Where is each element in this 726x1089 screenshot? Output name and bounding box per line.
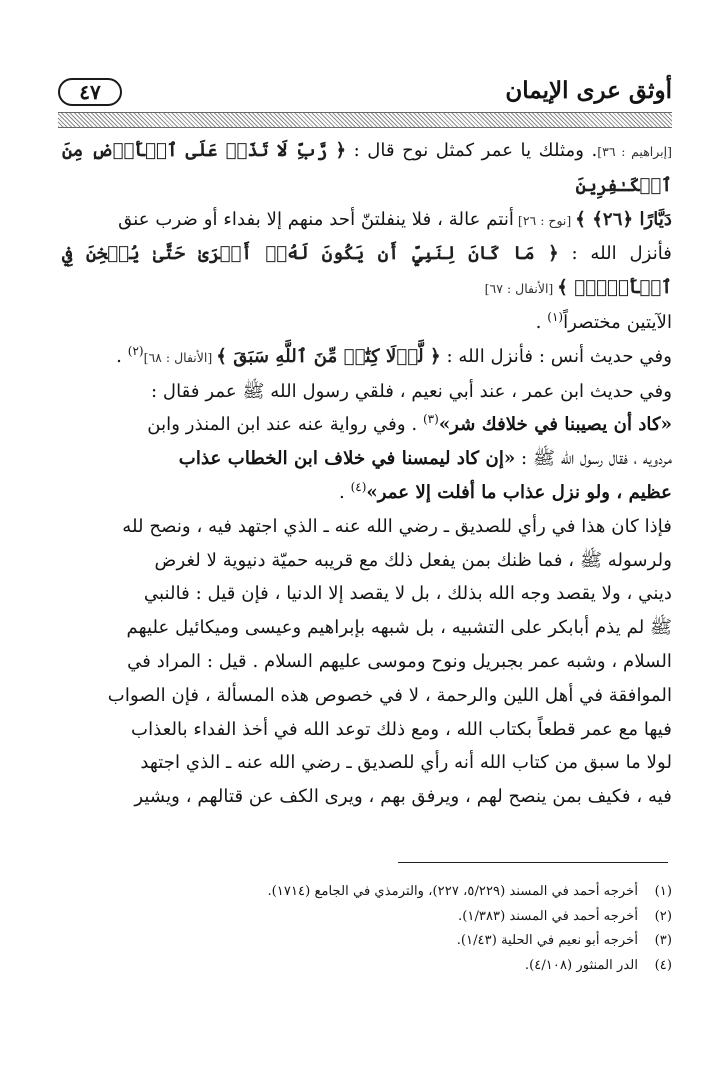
footnote-marker: (١) [547, 309, 564, 324]
footnote-number: (١) [654, 884, 672, 899]
text-run: . [116, 345, 128, 367]
footnote [180, 929, 672, 954]
verse-reference: [الأنفال : ٦٧] [484, 281, 558, 297]
text-run: فيه ، فكيف بمن ينصح لهم ، ويرفق بهم ، ويرى الكف عن قتالهم ، ويشير [134, 786, 672, 808]
hadith-quote: عظيم ، ولو نزل عذاب ما أفلت إلا عمر» [366, 481, 672, 503]
hadith-quote: «إن كاد ليمسنا في خلاف ابن الخطاب عذاب [178, 448, 516, 470]
text-run: وفي حديث ابن عمر ، عند أبي نعيم ، فلقي رسول الله ﷺ عمر فقال : [151, 380, 672, 402]
main-text [62, 134, 672, 814]
text-run: أنتم عالة ، فلا ينفلتنّ أحد منهم إلا بفداء أو ضرب عنق [118, 208, 514, 230]
footnote [180, 880, 672, 905]
verse-reference: [نوح : ٢٦] [513, 212, 576, 228]
text-line [62, 203, 672, 238]
footnote-marker: (٣) [422, 412, 439, 427]
text-run: فأنزل الله : [558, 243, 672, 265]
text-run: مردويه ، فقال رسول الله ﷺ : [515, 448, 672, 470]
text-run: فإذا كان هذا في رأي للصديق ـ رضي الله عنه ـ الذي اجتهد فيه ، ونصح لله [122, 515, 672, 537]
text-run: الآيتين مختصراً [563, 311, 672, 333]
text-line [62, 237, 672, 306]
text-line [62, 746, 672, 780]
quran-verse: ﴿ لَّوۡلَا كِتَٰبٞ مِّنَ ٱللَّهِ سَبَقَ ﴾ [216, 345, 441, 367]
text-run: . [338, 481, 351, 503]
text-line [62, 780, 672, 814]
verse-reference: [الأنفال : ٦٨] [143, 349, 217, 365]
text-run: . ومثلك يا عمر كمثل نوح قال : [346, 140, 598, 161]
text-run: ﷺ لم يذم أبابكر على التشبيه ، بل شبهه بإبراهيم وعيسى وميكائيل عليهم [126, 617, 672, 639]
text-run: ولرسوله ﷺ ، فما ظنك بمن يفعل ذلك مع قريبه حميّة دنيوية لا لغرض [154, 549, 672, 571]
page-number: ٤٧ [58, 78, 122, 106]
footnotes [180, 880, 672, 978]
footnote-number: (٣) [654, 933, 672, 949]
running-title: أوثق عرى الإيمان [505, 77, 672, 104]
text-run: الموافقة في أهل اللين والرحمة ، لا في خصوص هذه المسألة ، فإن الصواب [107, 684, 672, 706]
quran-verse: ﴿ رَّبِّ لَا تَذَرۡ عَلَى ٱلۡأَرۡضِ مِنَ ٱلۡكَـٰفِرِينَ [62, 140, 672, 196]
text-run: . وفي رواية عنه عند ابن المنذر وابن [147, 414, 423, 436]
text-line [62, 134, 672, 203]
hadith-quote: «كاد أن يصيبنا في خلافك شر» [438, 414, 672, 436]
footnote-number: (٤) [654, 957, 672, 973]
text-line [62, 442, 672, 476]
text-line [62, 340, 672, 375]
text-line [62, 645, 672, 679]
text-line [62, 577, 672, 611]
text-line [62, 713, 672, 747]
text-line [62, 679, 672, 713]
footnote [180, 905, 672, 930]
footnote-text: أخرجه أبو نعيم في الحلية (١/٤٣). [456, 933, 638, 949]
verse-reference: [إبراهيم : ٣٦] [597, 144, 672, 159]
page-header [58, 74, 672, 110]
text-run: . [535, 311, 548, 333]
footnote-marker: (٢) [127, 343, 144, 358]
text-line [62, 510, 672, 544]
footnote [180, 954, 672, 979]
text-line [62, 544, 672, 578]
footnote-text: الدر المنثور (٤/١٠٨). [524, 957, 638, 973]
text-line [62, 408, 672, 442]
footnote-separator [398, 862, 668, 863]
text-run: ديني ، ولا يقصد وجه الله بذلك ، بل لا يقصد إلا الدنيا ، فإن قيل : فالنبي [143, 583, 672, 605]
text-run: السلام ، وشبه عمر بجبريل ونوح وموسى عليهم السلام . قيل : المراد في [127, 650, 672, 672]
header-hatched-rule [58, 112, 672, 128]
footnote-text: أخرجه أحمد في المسند (١/٣٨٣). [458, 908, 638, 924]
text-line [62, 476, 672, 510]
footnote-number: (٢) [654, 908, 672, 924]
text-run: لولا ما سبق من كتاب الله أنه رأي للصديق ـ رضي الله عنه ـ الذي اجتهد [140, 752, 672, 774]
text-line [62, 611, 672, 645]
quran-verse: دَيَّارًا ﴿٢٦﴾ ﴾ [575, 208, 672, 230]
text-line [62, 375, 672, 409]
footnote-marker: (٤) [350, 479, 367, 494]
footnote-text: أخرجه أحمد في المسند (٥/٢٢٩، ٢٢٧)، والترمذي في الجامع (١٧١٤). [267, 884, 638, 899]
text-run: وفي حديث أنس : فأنزل الله : [440, 345, 672, 367]
quran-verse: ﴿ مَا كَانَ لِنَبِيٍّ أَن يَكُونَ لَهُۥٓ أَسۡرَىٰ حَتَّىٰ يُثۡخِنَ فِي ٱلۡأَرۡضِۚ ﴾ [62, 243, 672, 299]
text-run: فيها مع عمر قطعاً بكتاب الله ، ومع ذلك توعد الله في أخذ الفداء بالعذاب [131, 718, 672, 740]
text-line [62, 306, 672, 340]
